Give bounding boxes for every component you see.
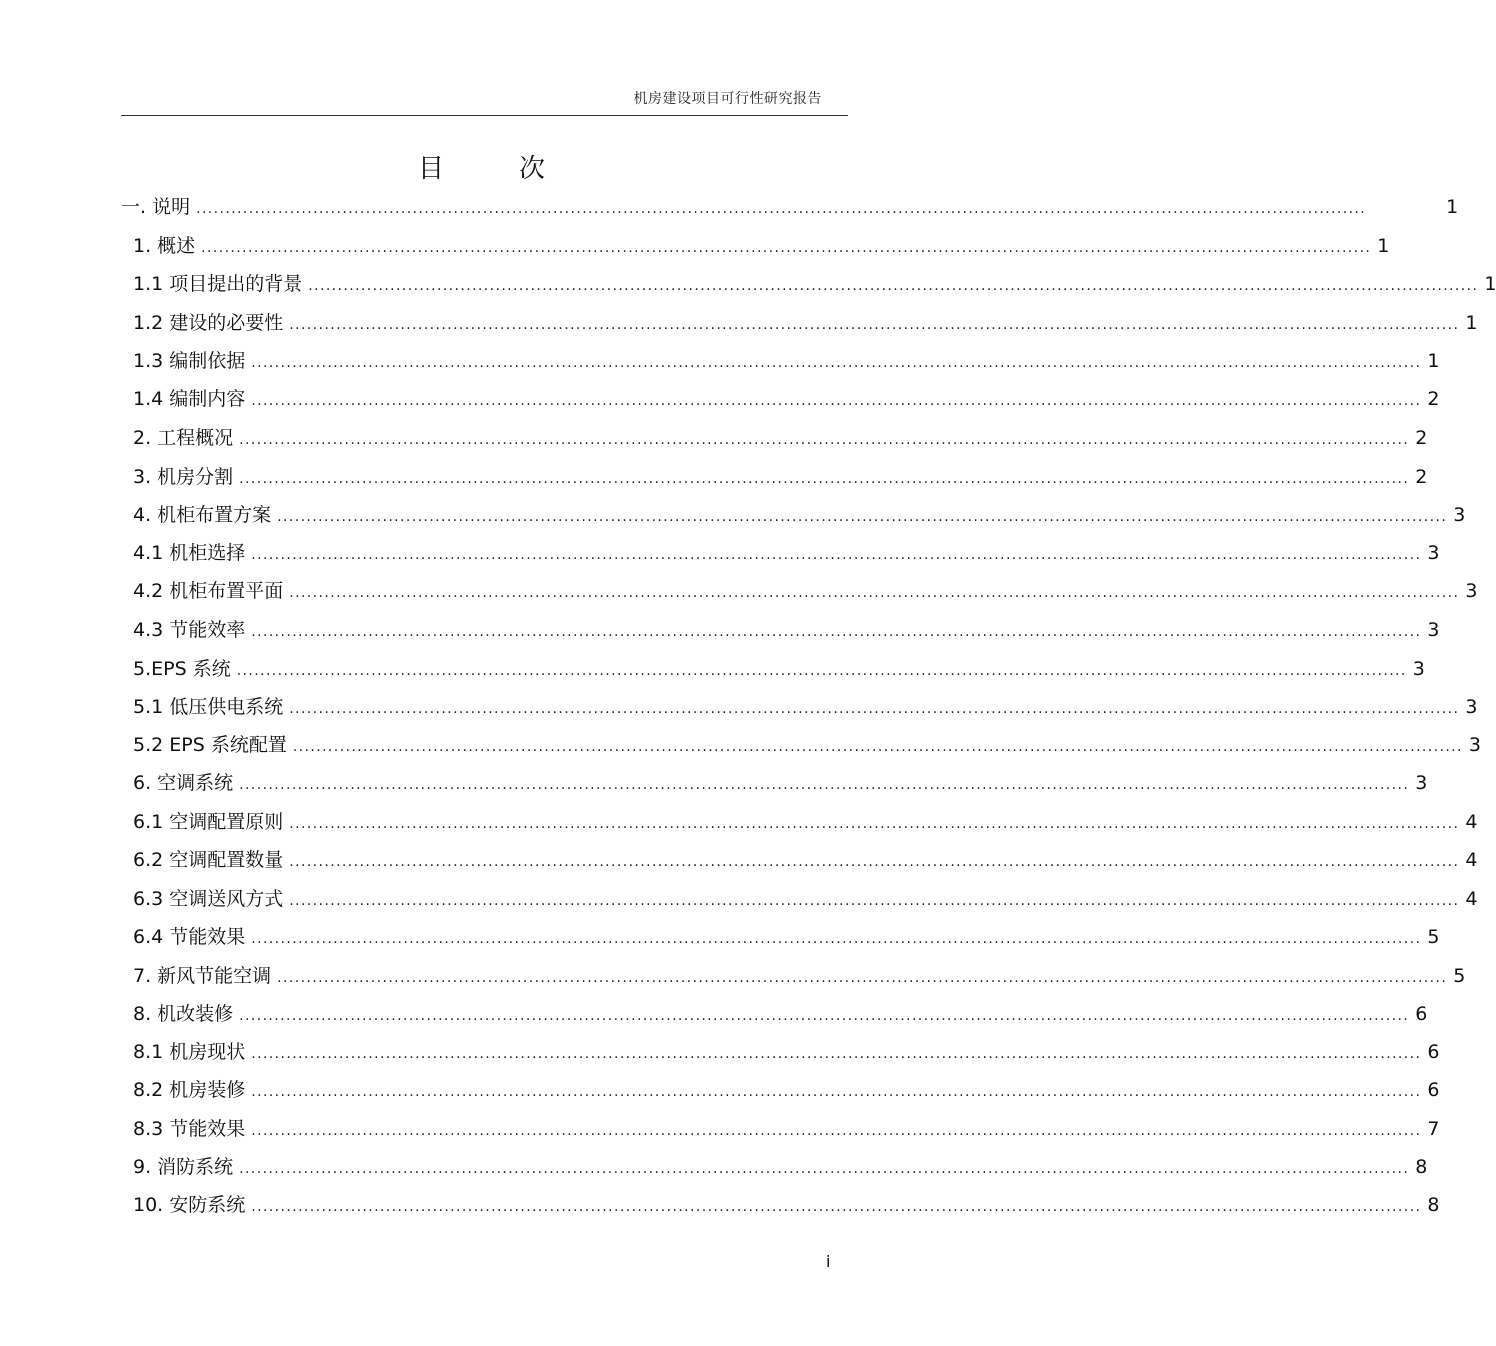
toc-leader-dots: ........................................................................................................................................................................................................ xyxy=(289,854,1460,870)
toc-entry-label: 3. 机房分割 xyxy=(133,466,234,488)
running-header: 机房建设项目可行性研究报告 xyxy=(633,91,822,107)
toc-entry-label: 1.2 建设的必要性 xyxy=(133,312,284,334)
toc-entry-page: 6 xyxy=(1415,1003,1428,1025)
toc-entry-label: 8. 机改装修 xyxy=(133,1003,234,1025)
toc-entry[interactable] xyxy=(133,768,1428,795)
toc-entry-label: 8.3 节能效果 xyxy=(133,1118,246,1140)
toc-entry-page: 8 xyxy=(1427,1194,1440,1216)
toc-entry-label: 1.1 项目提出的背景 xyxy=(133,273,303,295)
toc-entry[interactable] xyxy=(133,922,1440,949)
toc-entry[interactable] xyxy=(133,999,1428,1026)
toc-entry-page: 1 xyxy=(1465,312,1478,334)
toc-entry-label: 4.3 节能效率 xyxy=(133,619,246,641)
toc-entry-page: 1 xyxy=(1377,235,1390,257)
toc-entry[interactable] xyxy=(133,730,1481,757)
toc-entry-label: 10. 安防系统 xyxy=(133,1194,246,1216)
toc-title xyxy=(418,148,545,185)
toc-leader-dots: ........................................................................................................................................................................................................ xyxy=(308,278,1479,294)
toc-entry-page: 2 xyxy=(1415,466,1428,488)
toc-entry-page: 6 xyxy=(1427,1079,1440,1101)
toc-entry-label: 7. 新风节能空调 xyxy=(133,965,272,987)
toc-leader-dots: ........................................................................................................................................................................................................ xyxy=(289,816,1460,832)
toc-entry-page: 3 xyxy=(1465,580,1478,602)
toc-entry-page: 4 xyxy=(1465,849,1478,871)
toc-leader-dots: ........................................................................................................................................................................................................ xyxy=(292,739,1463,755)
toc-leader-dots: ........................................................................................................................................................................................................ xyxy=(201,240,1372,256)
toc-entry-page: 1 xyxy=(1446,196,1459,218)
toc-entry[interactable] xyxy=(133,1114,1440,1141)
toc-leader-dots: ........................................................................................................................................................................................................ xyxy=(251,393,1422,409)
toc-leader-dots: ........................................................................................................................................................................................................ xyxy=(239,432,1410,448)
toc-entry[interactable] xyxy=(133,538,1440,565)
toc-leader-dots: ........................................................................................................................................................................................................ xyxy=(251,1084,1422,1100)
toc-entry[interactable] xyxy=(133,576,1478,603)
toc-entry-page: 3 xyxy=(1412,658,1425,680)
toc-leader-dots: ........................................................................................................................................................................................................ xyxy=(239,1161,1410,1177)
toc-entry[interactable] xyxy=(133,384,1440,411)
toc-leader-dots: ........................................................................................................................................................................................................ xyxy=(236,663,1407,679)
toc-leader-dots: ........................................................................................................................................................................................................ xyxy=(239,777,1410,793)
toc-entry[interactable] xyxy=(133,462,1428,489)
toc-entry-page: 7 xyxy=(1427,1118,1440,1140)
toc-entry[interactable] xyxy=(133,1190,1440,1217)
toc-entry-page: 5 xyxy=(1427,926,1440,948)
toc-entry[interactable] xyxy=(133,845,1478,872)
toc-entry-label: 5.2 EPS 系统配置 xyxy=(133,734,287,756)
toc-entry-page: 3 xyxy=(1415,772,1428,794)
toc-entry-label: 4.1 机柜选择 xyxy=(133,542,246,564)
toc-entry-label: 6.3 空调送风方式 xyxy=(133,888,284,910)
toc-leader-dots: ........................................................................................................................................................................................................ xyxy=(289,701,1460,717)
toc-entry-page: 3 xyxy=(1427,542,1440,564)
toc-entry-label: 9. 消防系统 xyxy=(133,1156,234,1178)
toc-entry-label: 一. 说明 xyxy=(121,196,191,218)
toc-entry[interactable] xyxy=(133,308,1478,335)
toc-entry[interactable] xyxy=(133,807,1478,834)
toc-leader-dots: ........................................................................................................................................................................................................ xyxy=(196,201,1367,217)
toc-leader-dots: ........................................................................................................................................................................................................ xyxy=(251,931,1422,947)
toc-entry-label: 1.3 编制依据 xyxy=(133,350,246,372)
toc-entry-page: 4 xyxy=(1465,811,1478,833)
toc-entry[interactable] xyxy=(133,231,1390,258)
toc-entry[interactable] xyxy=(121,192,1459,219)
toc-entry-label: 4.2 机柜布置平面 xyxy=(133,580,284,602)
toc-entry-label: 8.2 机房装修 xyxy=(133,1079,246,1101)
toc-entry[interactable] xyxy=(133,961,1466,988)
toc-entry-page: 3 xyxy=(1465,696,1478,718)
toc-entry-page: 3 xyxy=(1453,504,1466,526)
toc-entry[interactable] xyxy=(133,500,1466,527)
toc-entry-page: 6 xyxy=(1427,1041,1440,1063)
toc-entry[interactable] xyxy=(133,654,1425,681)
toc-entry[interactable] xyxy=(133,692,1478,719)
toc-entry[interactable] xyxy=(133,1037,1440,1064)
toc-entry-page: 3 xyxy=(1427,619,1440,641)
toc-entry-label: 6.4 节能效果 xyxy=(133,926,246,948)
toc-leader-dots: ........................................................................................................................................................................................................ xyxy=(251,1199,1422,1215)
toc-leader-dots: ........................................................................................................................................................................................................ xyxy=(289,317,1460,333)
toc-entry-label: 4. 机柜布置方案 xyxy=(133,504,272,526)
toc-entry-label: 5.EPS 系统 xyxy=(133,658,231,680)
toc-entry[interactable] xyxy=(133,884,1478,911)
toc-leader-dots: ........................................................................................................................................................................................................ xyxy=(251,1123,1422,1139)
toc-entry-page: 2 xyxy=(1427,388,1440,410)
toc-leader-dots: ........................................................................................................................................................................................................ xyxy=(289,585,1460,601)
toc-leader-dots: ........................................................................................................................................................................................................ xyxy=(251,355,1422,371)
toc-entry-page: 8 xyxy=(1415,1156,1428,1178)
toc-entry-label: 2. 工程概况 xyxy=(133,427,234,449)
toc-entry-page: 1 xyxy=(1484,273,1496,295)
toc-entry-page: 1 xyxy=(1427,350,1440,372)
toc-entry-label: 6. 空调系统 xyxy=(133,772,234,794)
toc-entry-label: 1.4 编制内容 xyxy=(133,388,246,410)
toc-entry-page: 5 xyxy=(1453,965,1466,987)
page-number: i xyxy=(826,1252,831,1271)
toc-entry[interactable] xyxy=(133,269,1496,296)
toc-entry[interactable] xyxy=(133,423,1428,450)
header-rule xyxy=(121,115,848,116)
toc-entry-label: 5.1 低压供电系统 xyxy=(133,696,284,718)
toc-leader-dots: ........................................................................................................................................................................................................ xyxy=(289,893,1460,909)
toc-entry[interactable] xyxy=(133,346,1440,373)
toc-leader-dots: ........................................................................................................................................................................................................ xyxy=(239,471,1410,487)
toc-leader-dots: ........................................................................................................................................................................................................ xyxy=(239,1008,1410,1024)
toc-entry-label: 6.1 空调配置原则 xyxy=(133,811,284,833)
toc-title-right: 次 xyxy=(519,154,546,184)
toc-entry-label: 8.1 机房现状 xyxy=(133,1041,246,1063)
toc-leader-dots: ........................................................................................................................................................................................................ xyxy=(251,547,1422,563)
toc-entry-label: 6.2 空调配置数量 xyxy=(133,849,284,871)
toc-leader-dots: ........................................................................................................................................................................................................ xyxy=(251,1046,1422,1062)
toc-entry-page: 2 xyxy=(1415,427,1428,449)
toc-leader-dots: ........................................................................................................................................................................................................ xyxy=(277,970,1448,986)
toc-entry[interactable] xyxy=(133,1152,1428,1179)
toc-entry-page: 3 xyxy=(1468,734,1481,756)
toc-leader-dots: ........................................................................................................................................................................................................ xyxy=(251,624,1422,640)
toc-leader-dots: ........................................................................................................................................................................................................ xyxy=(277,509,1448,525)
toc-entry[interactable] xyxy=(133,615,1440,642)
toc-entry-page: 4 xyxy=(1465,888,1478,910)
toc-title-left: 目 xyxy=(418,154,445,184)
toc-entry[interactable] xyxy=(133,1075,1440,1102)
toc-entry-label: 1. 概述 xyxy=(133,235,196,257)
